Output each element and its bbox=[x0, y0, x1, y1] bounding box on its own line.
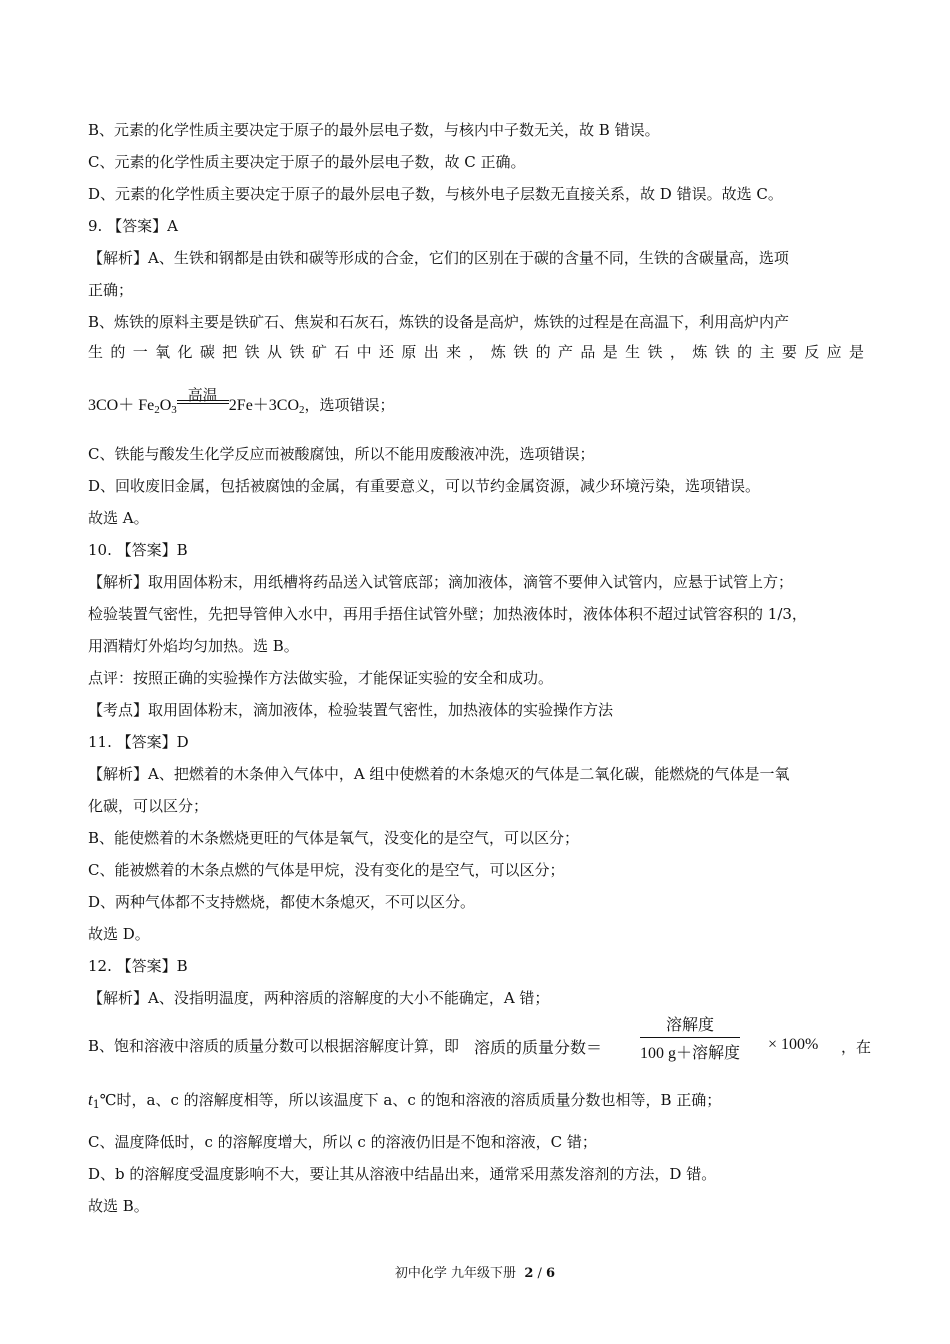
text-line: B、能使燃着的木条燃烧更旺的气体是氧气，没变化的是空气，可以区分； bbox=[88, 829, 580, 847]
text-line: 【解析】A、生铁和钢都是由铁和碳等形成的合金，它们的区别在于碳的含量不同，生铁的含碳量高，选项 bbox=[88, 249, 789, 267]
text-line: 故选 A。 bbox=[88, 509, 149, 527]
text-line: D、元素的化学性质主要决定于原子的最外层电子数，与核外电子层数无直接关系，故 D 错误。故选 C。 bbox=[88, 185, 783, 203]
page-footer: 初中化学 九年级下册 2 / 6 bbox=[394, 1266, 556, 1281]
text-line: 检验装置气密性，先把导管伸入水中，再用手捂住试管外壁；加热液体时，液体体积不超过试管容积的 1/3， bbox=[88, 605, 807, 623]
key-point-line: 【考点】取用固体粉末，滴加液体，检验装置气密性，加热液体的实验操作方法 bbox=[88, 701, 614, 719]
text-line: C、温度降低时，c 的溶解度增大，所以 c 的溶液仍旧是不饱和溶液，C 错； bbox=[88, 1133, 597, 1151]
solubility-fraction bbox=[640, 1012, 740, 1063]
comment-line: 点评：按照正确的实验操作方法做实验，才能保证实验的安全和成功。 bbox=[88, 669, 554, 687]
text-line: 故选 D。 bbox=[88, 925, 150, 943]
answer-heading-11: 11. 【答案】D bbox=[88, 733, 189, 751]
formula-lhs: 溶质的质量分数＝ bbox=[474, 1038, 603, 1057]
reaction-condition-arrow: 高温 bbox=[177, 406, 229, 410]
text-line: 【解析】A、把燃着的木条伸入气体中，A 组中使燃着的木条熄灭的气体是二氧化碳，能燃烧的气体是一氧 bbox=[88, 765, 790, 783]
answer-heading-9: 9. 【答案】A bbox=[88, 217, 178, 235]
text-line: C、能被燃着的木条点燃的气体是甲烷，没有变化的是空气，可以区分； bbox=[88, 861, 565, 879]
fraction-numerator: 溶解度 bbox=[640, 1012, 740, 1038]
text-line: D、回收废旧金属，包括被腐蚀的金属，有重要意义，可以节约金属资源，减少环境污染，选项错误。 bbox=[88, 477, 761, 495]
text-line: C、元素的化学性质主要决定于原子的最外层电子数，故 C 正确。 bbox=[88, 153, 526, 171]
text-line: 生 的 一 氧 化 碳 把 铁 从 铁 矿 石 中 还 原 出 来 ， 炼 铁 的 产 品 是 生 铁 ， 炼 铁 的 主 要 反 应 是 bbox=[88, 343, 864, 361]
text-line: 故选 B。 bbox=[88, 1197, 149, 1215]
text-line: C、铁能与酸发生化学反应而被酸腐蚀，所以不能用废酸液冲洗，选项错误； bbox=[88, 445, 595, 463]
text-line: B、元素的化学性质主要决定于原子的最外层电子数，与核内中子数无关，故 B 错误。 bbox=[88, 121, 660, 139]
text-line: 化碳，可以区分； bbox=[88, 797, 209, 815]
text-line: 正确； bbox=[88, 281, 134, 299]
t1-line: $t_1℃$时，a、c 的溶解度相等，所以该温度下 a、c 的饱和溶液的溶质质量分数也相等，B 正确； bbox=[88, 1090, 722, 1111]
answer-heading-10: 10. 【答案】B bbox=[88, 541, 188, 559]
text-line: B、炼铁的原料主要是铁矿石、焦炭和石灰石，炼铁的设备是高炉，炼铁的过程是在高温下，利用高炉内产 bbox=[88, 313, 790, 331]
formula-suffix: ，在 bbox=[841, 1038, 872, 1056]
answer-heading-12: 12. 【答案】B bbox=[88, 957, 188, 975]
text-line: 【解析】取用固体粉末，用纸槽将药品送入试管底部；滴加液体，滴管不要伸入试管内，应悬于试管上方； bbox=[88, 573, 794, 591]
formula-prefix: B、饱和溶液中溶质的质量分数可以根据溶解度计算，即 bbox=[88, 1037, 460, 1055]
text-line: D、两种气体都不支持燃烧，都使木条熄灭，不可以区分。 bbox=[88, 893, 476, 911]
page-number: 2 bbox=[524, 1266, 534, 1281]
text-line: 用酒精灯外焰均匀加热。选 B。 bbox=[88, 637, 299, 655]
chemical-equation: $3CO+ Fe_2O_3$ 高温 $2Fe+3CO_2$，选项错误； bbox=[88, 386, 395, 416]
text-line: 【解析】A、没指明温度，两种溶质的溶解度的大小不能确定，A 错； bbox=[88, 989, 550, 1007]
fraction-denominator: 100 g＋溶解度 bbox=[640, 1045, 741, 1062]
page-total: 6 bbox=[546, 1266, 556, 1281]
text-line: D、b 的溶解度受温度影响不大，要让其从溶液中结晶出来，通常采用蒸发溶剂的方法，D 错。 bbox=[88, 1165, 717, 1183]
formula-times: × 100% bbox=[768, 1036, 819, 1053]
